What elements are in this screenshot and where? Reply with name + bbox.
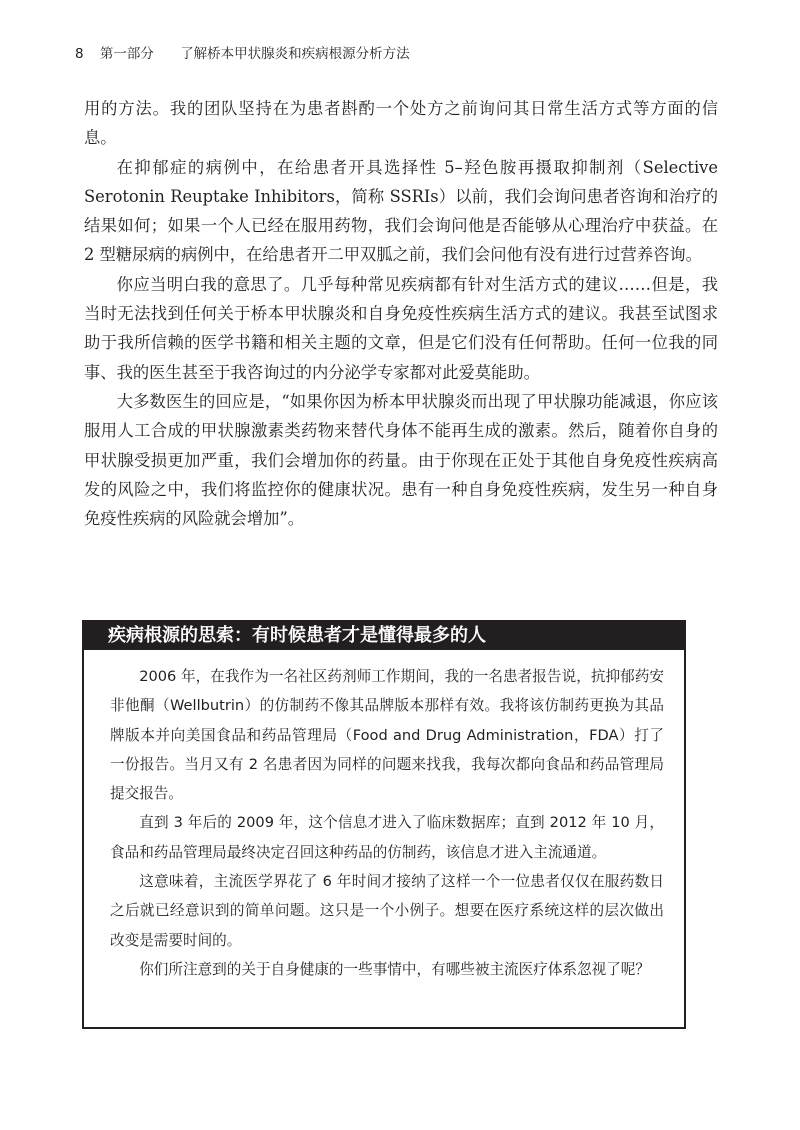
paragraph: 你应当明白我的意思了。几乎每种常见疾病都有针对生活方式的建议……但是，我当时无法找到任何关于桥本甲状腺炎和自身免疫性疾病生活方式的建议。我甚至试图求助于我所信赖的医学书籍和相关主题的文章，但是它们没有任何帮助。任何一位我的同事、我的医生甚至于我咨询过的内分泌学专家都对此爱莫能助。 bbox=[84, 274, 718, 382]
paragraph: 大多数医生的回应是，“如果你因为桥本甲状腺炎而出现了甲状腺功能减退，你应该服用人工合成的甲状腺激素类药物来替代身体不能再生成的激素。然后，随着你自身的甲状腺受损更加严重，我们会增加你的药量。由于你现在正处于其他自身免疫性疾病高发的风险之中，我们将监控你的健康状况。患有一种自身免疫性疾病，发生另一种自身免疫性疾病的风险就会增加”。 bbox=[84, 391, 718, 529]
paragraph-continued: 用的方法。我的团队坚持在为患者斟酌一个处方之前询问其日常生活方式等方面的信息。 bbox=[84, 99, 718, 148]
sidebar-paragraph: 这意味着，主流医学界花了 6 年时间才接纳了这样一个一位患者仅仅在服药数日之后就已经意识到的简单问题。这只是一个小例子。想要在医疗系统这样的层次做出改变是需要时间的。 bbox=[110, 873, 664, 949]
sidebar-paragraph: 直到 3 年后的 2009 年，这个信息才进入了临床数据库；直到 2012 年 10 月，食品和药品管理局最终决定召回这种药品的仿制药，该信息才进入主流通道。 bbox=[110, 814, 664, 861]
chapter-title: 了解桥本甲状腺炎和疾病根源分析方法 bbox=[180, 46, 410, 62]
sidebar-paragraph: 2006 年，在我作为一名社区药剂师工作期间，我的一名患者报告说，抗抑郁药安非他酮（Wellbutrin）的仿制药不像其品牌版本那样有效。我将该仿制药更换为其品牌版本并向美国食品和药品管理局（Food and Drug Administration，FDA）打了一份报告。当月又有 2 名患者因为同样的问题来找我，我每次都向食品和药品管理局提交报告。 bbox=[110, 668, 664, 803]
paragraph: 在抑郁症的病例中，在给患者开具选择性 5–羟色胺再摄取抑制剂（Selective Serotonin Reuptake Inhibitors，简称 SSRIs）以前，我们会询问患者咨询和治疗的结果如何；如果一个人已经在服用药物，我们会询问他是否能够从心理治疗中获益。在 2 型糖尿病的病例中，在给患者开二甲双胍之前，我们会问他有没有进行过营养咨询。 bbox=[84, 157, 718, 265]
running-head bbox=[75, 42, 410, 62]
sidebar-box bbox=[82, 620, 686, 1029]
page-number: 8 bbox=[75, 46, 84, 62]
sidebar-body bbox=[84, 650, 684, 984]
sidebar-title: 疾病根源的思索：有时候患者才是懂得最多的人 bbox=[84, 622, 684, 650]
sidebar-paragraph: 你们所注意到的关于自身健康的一些事情中，有哪些被主流医疗体系忽视了呢？ bbox=[139, 960, 650, 978]
main-body-text bbox=[84, 94, 718, 533]
part-label: 第一部分 bbox=[99, 46, 154, 62]
